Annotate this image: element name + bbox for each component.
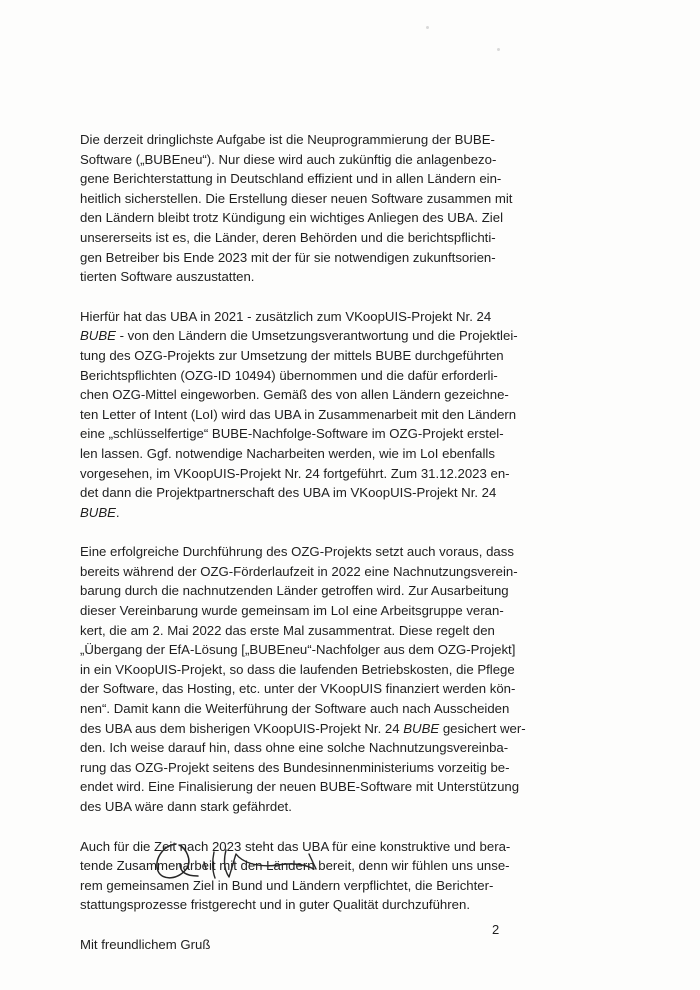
text-line	[80, 660, 535, 680]
text-segment: des UBA wäre dann stark gefährdet.	[80, 799, 292, 814]
text-line	[80, 562, 535, 582]
text-segment: barung durch die nachnutzenden Länder getroffen wird. Zur Ausarbeitung	[80, 583, 509, 599]
text-segment: len lassen. Ggf. notwendige Nacharbeiten werden, wie im LoI ebenfalls	[80, 445, 495, 461]
text-line	[80, 169, 535, 189]
text-line	[80, 581, 535, 601]
text-line	[80, 248, 535, 268]
italic-text: BUBE	[80, 328, 116, 344]
text-segment: Die derzeit dringlichste Aufgabe ist die Neuprogrammierung der BUBE-	[80, 132, 495, 147]
text-line	[80, 542, 535, 562]
text-line	[80, 464, 535, 484]
text-segment: tende Zusammenarbeit mit den Ländern bereit, denn wir fühlen uns unse-	[80, 858, 510, 874]
text-segment: der Software, das Hosting, etc. unter der VKoopUIS finanziert werden kön-	[80, 681, 516, 697]
text-segment: vorgesehen, im VKoopUIS-Projekt Nr. 24 fortgeführt. Zum 31.12.2023 en-	[80, 465, 510, 481]
text-segment: det dann die Projektpartnerschaft des UBA im VKoopUIS-Projekt Nr. 24	[80, 485, 497, 501]
text-segment: eine „schlüsselfertige“ BUBE-Nachfolge-Software im OZG-Projekt erstel-	[80, 426, 504, 442]
closing-salutation: Mit freundlichem Gruß	[80, 936, 211, 952]
body-paragraph	[80, 542, 535, 816]
text-segment: gen Betreiber bis Ende 2023 mit der für sie notwendigen zukunftsorien-	[80, 249, 496, 265]
signature-stroke	[204, 850, 316, 878]
text-segment: bereits während der OZG-Förderlaufzeit in 2022 eine Nachnutzungsverein-	[80, 563, 518, 579]
text-segment: - von den Ländern die Umsetzungsverantwortung und die Projektlei-	[115, 328, 518, 344]
text-segment: nen“. Damit kann die Weiterführung der Software auch nach Ausscheiden	[80, 701, 510, 717]
text-line	[80, 621, 535, 641]
text-segment: .	[115, 504, 120, 520]
text-segment: tung des OZG-Projekts zur Umsetzung der mittels BUBE durchgeführten	[80, 347, 504, 363]
page-number: 2	[492, 922, 500, 937]
text-segment: „Übergang der EfA-Lösung [„BUBEneu“-Nachfolger aus dem OZG-Projekt]	[80, 642, 516, 658]
text-segment: den. Ich weise darauf hin, dass ohne eine solche Nachnutzungsvereinba-	[80, 740, 509, 756]
text-segment: stattungsprozesse fristgerecht und in guter Qualität durchzuführen.	[80, 897, 470, 913]
text-segment: Auch für die Zeit nach 2023 steht das UBA für eine konstruktive und bera-	[80, 838, 511, 854]
text-segment: Hierfür hat das UBA in 2021 - zusätzlich zum VKoopUIS-Projekt Nr. 24	[80, 308, 492, 324]
text-line	[80, 267, 535, 287]
text-segment: ten Letter of Intent (LoI) wird das UBA in Zusammenarbeit mit den Ländern	[80, 406, 517, 422]
text-line	[80, 601, 535, 621]
handwritten-signature	[146, 836, 336, 886]
text-segment: unsererseits ist es, die Länder, deren Behörden und die berichtspflichti-	[80, 229, 496, 245]
text-line	[80, 483, 535, 503]
italic-text: BUBE	[403, 720, 440, 736]
text-segment: tierten Software auszustatten.	[80, 269, 255, 285]
text-line	[80, 150, 535, 170]
signature-stroke	[157, 844, 198, 878]
text-line	[80, 307, 535, 327]
text-segment: endet wird. Eine Finalisierung der neuen BUBE-Software mit Unterstützung	[80, 779, 520, 795]
text-segment: Eine erfolgreiche Durchführung des OZG-Projekts setzt auch voraus, dass	[80, 544, 514, 560]
text-line	[80, 679, 535, 699]
text-line	[80, 758, 535, 778]
text-segment: Software („BUBEneu“). Nur diese wird auch zukünftig die anlagenbezo-	[80, 151, 497, 167]
text-line	[80, 366, 535, 386]
text-line	[80, 130, 535, 150]
text-line	[80, 326, 535, 346]
body-paragraph	[80, 130, 535, 287]
text-segment: in ein VKoopUIS-Projekt, so dass die laufenden Betriebskosten, die Pflege	[80, 661, 515, 677]
text-segment: heitlich sicherstellen. Die Erstellung dieser neuen Software zusammen mit	[80, 190, 513, 206]
body-paragraph	[80, 307, 535, 523]
text-line	[80, 895, 535, 915]
scan-speck	[426, 26, 429, 29]
text-line	[80, 444, 535, 464]
text-line	[80, 346, 535, 366]
italic-text: BUBE	[80, 504, 116, 520]
text-line	[80, 228, 535, 248]
text-segment: gesichert wer-	[439, 720, 526, 736]
text-line	[80, 797, 535, 817]
text-line	[80, 777, 535, 797]
text-line	[80, 385, 535, 405]
scan-speck	[497, 48, 500, 51]
text-line	[80, 405, 535, 425]
text-segment: dieser Vereinbarung wurde gemeinsam im LoI eine Arbeitsgruppe veran-	[80, 603, 504, 619]
text-segment: Berichtspflichten (OZG-ID 10494) übernommen und die dafür erforderli-	[80, 367, 498, 383]
text-segment: gene Berichterstattung in Deutschland effizient und in allen Ländern ein-	[80, 171, 502, 187]
text-line	[80, 719, 535, 739]
text-line	[80, 738, 535, 758]
text-line	[80, 699, 535, 719]
text-line	[80, 208, 535, 228]
text-line	[80, 503, 535, 523]
text-segment: den Ländern bleibt trotz Kündigung ein wichtiges Anliegen des UBA. Ziel	[80, 210, 504, 226]
paragraph-list	[80, 130, 535, 915]
text-line	[80, 424, 535, 444]
text-segment: des UBA aus dem bisherigen VKoopUIS-Projekt Nr. 24	[80, 720, 404, 736]
text-segment: rem gemeinsamen Ziel in Bund und Ländern verpflichtet, die Berichter-	[80, 877, 494, 893]
text-line	[80, 189, 535, 209]
text-segment: rung das OZG-Projekt seitens des Bundesinnenministeriums vorzeitig be-	[80, 759, 510, 775]
text-segment: chen OZG-Mittel eingeworben. Gemäß des von allen Ländern gezeichne-	[80, 387, 509, 403]
text-line	[80, 640, 535, 660]
text-segment: kert, die am 2. Mai 2022 das erste Mal zusammentrat. Diese regelt den	[80, 622, 495, 638]
